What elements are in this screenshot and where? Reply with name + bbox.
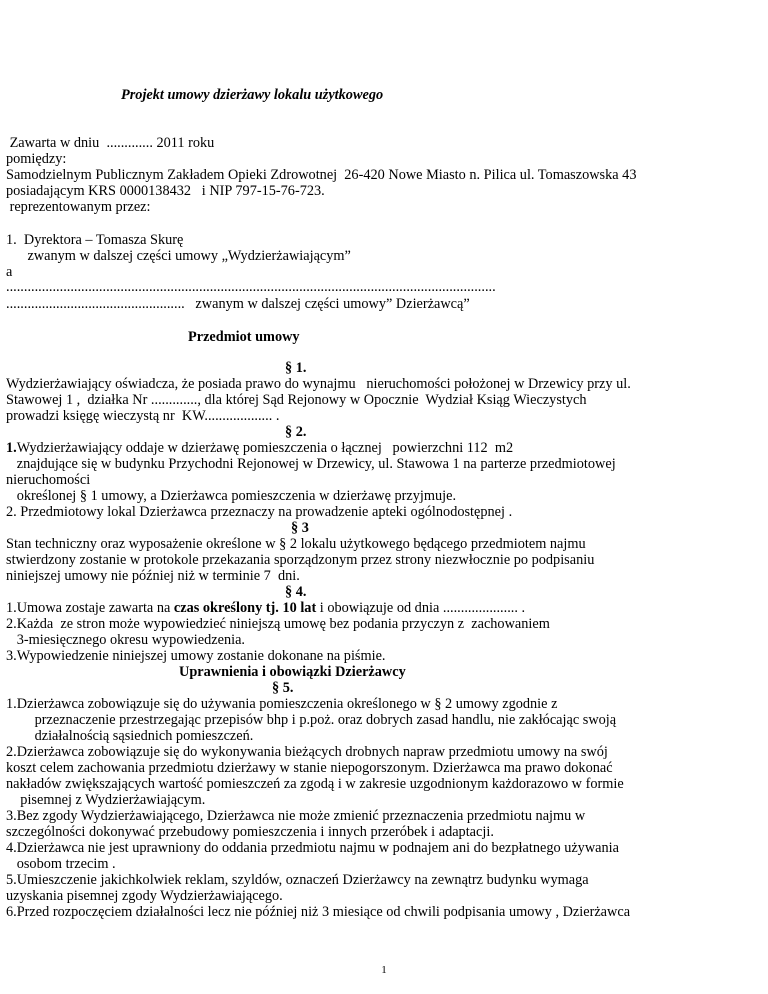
paragraph-5-line: koszt celem zachowania przedmiotu dzierżawy w stanie niepogorszonym. Dzierżawca ma prawo dokonać [6, 760, 613, 776]
paragraph-3-line: stwierdzony zostanie w protokole przekazania sporządzonym przez strony niezwłocznie po podpisaniu [6, 552, 595, 568]
paragraph-5-line: pisemnej z Wydzierżawiającym. [6, 792, 206, 808]
paragraph-2-line: znajdujące się w budynku Przychodni Rejonowej w Drzewicy, ul. Stawowa 1 na parterze przedmiotowej [6, 456, 616, 472]
paragraph-5-line: 3.Bez zgody Wydzierżawiającego, Dzierżawca nie może zmienić przeznaczenia przedmiotu najmu w [6, 808, 586, 824]
paragraph-3-heading: § 3 [291, 520, 309, 536]
section-heading-rights: Uprawnienia i obowiązki Dzierżawcy [179, 664, 406, 680]
paragraph-2-item-number: 1. [6, 440, 17, 456]
paragraph-1-line: prowadzi księgę wieczystą nr KW................... . [6, 408, 280, 424]
paragraph-5-line: przeznaczenie przestrzegając przepisów bhp i p.poż. oraz dobrych zasad handlu, nie zakłócając swoją [6, 712, 617, 728]
section-heading-subject: Przedmiot umowy [188, 329, 300, 345]
paragraph-5-line: 2.Dzierżawca zobowiązuje się do wykonywania bieżących drobnych napraw przedmiotu umowy na swój [6, 744, 608, 760]
paragraph-5-line: uzyskania pisemnej zgody Wydzierżawiającego. [6, 888, 283, 904]
paragraph-4-line [6, 600, 525, 616]
paragraph-3-line: Stan techniczny oraz wyposażenie określone w § 2 lokalu użytkowego będącego przedmiotem najmu [6, 536, 586, 552]
paragraph-1-heading: § 1. [285, 360, 307, 376]
party-line: ......................................................................................................................................... [6, 279, 496, 295]
paragraph-2-line [6, 440, 513, 456]
party-line: .................................................. zwanym w dalszej części umowy” Dzierżawcą” [6, 296, 470, 312]
paragraph-2-line: 2. Przedmiotowy lokal Dzierżawca przeznaczy na prowadzenie apteki ogólnodostępnej . [6, 504, 513, 520]
paragraph-2-item-text: Wydzierżawiający oddaje w dzierżawę pomieszczenia o łącznej powierzchni 112 m2 [16, 440, 514, 456]
party-line: zwanym w dalszej części umowy „Wydzierżawiającym” [6, 248, 351, 264]
paragraph-4-text: 1.Umowa zostaje zawarta na [6, 600, 174, 616]
paragraph-5-line: działalnością sąsiednich pomieszczeń. [6, 728, 254, 744]
paragraph-5-line: 4.Dzierżawca nie jest uprawniony do oddania przedmiotu najmu w podnajem ani do bezpłatnego używania [6, 840, 619, 856]
document-title: Projekt umowy dzierżawy lokalu użytkowego [121, 87, 384, 103]
intro-line: reprezentowanym przez: [6, 199, 151, 215]
paragraph-1-line: Stawowej 1 , działka Nr ............., dla której Sąd Rejonowy w Opocznie Wydział Ksiąg Wieczystych [6, 392, 587, 408]
paragraph-4-term: czas określony tj. 10 lat [173, 600, 317, 616]
paragraph-5-line: 6.Przed rozpoczęciem działalności lecz nie później niż 3 miesiące od chwili podpisania umowy , Dzierżawca [6, 904, 631, 920]
paragraph-4-text: i obowiązuje od dnia ..................... . [316, 600, 526, 616]
paragraph-5-line: nakładów zwiększających wartość pomieszczeń za zgodą i w zakresie uzgodnionym każdorazowo w formie [6, 776, 624, 792]
paragraph-5-line: osobom trzecim . [6, 856, 116, 872]
intro-line: posiadającym KRS 0000138432 i NIP 797-15-76-723. [6, 183, 325, 199]
paragraph-4-line: 3-miesięcznego okresu wypowiedzenia. [6, 632, 245, 648]
page-number: 1 [381, 964, 387, 976]
paragraph-5-line: 5.Umieszczenie jakichkolwiek reklam, szyldów, oznaczeń Dzierżawcy na zewnątrz budynku wymaga [6, 872, 589, 888]
paragraph-1-line: Wydzierżawiający oświadcza, że posiada prawo do wynajmu nieruchomości położonej w Drzewicy przy ul. [6, 376, 631, 392]
paragraph-4-heading: § 4. [285, 584, 307, 600]
intro-line: pomiędzy: [6, 151, 67, 167]
paragraph-5-line: 1.Dzierżawca zobowiązuje się do używania pomieszczenia określonego w § 2 umowy zgodnie z [6, 696, 558, 712]
paragraph-5-heading: § 5. [272, 680, 294, 696]
paragraph-2-line: nieruchomości [6, 472, 91, 488]
paragraph-4-line: 2.Każda ze stron może wypowiedzieć niniejszą umowę bez podania przyczyn z zachowaniem [6, 616, 550, 632]
party-line: a [6, 264, 13, 280]
party-line: 1. Dyrektora – Tomasza Skurę [6, 232, 184, 248]
paragraph-4-line: 3.Wypowiedzenie niniejszej umowy zostanie dokonane na piśmie. [6, 648, 386, 664]
intro-line: Zawarta w dniu ............. 2011 roku [6, 135, 215, 151]
paragraph-2-heading: § 2. [285, 424, 307, 440]
paragraph-3-line: niniejszej umowy nie później niż w terminie 7 dni. [6, 568, 300, 584]
paragraph-2-line: określonej § 1 umowy, a Dzierżawca pomieszczenia w dzierżawę przyjmuje. [6, 488, 457, 504]
paragraph-5-line: szczególności dokonywać przebudowy pomieszczenia i innych przeróbek i adaptacji. [6, 824, 494, 840]
intro-line: Samodzielnym Publicznym Zakładem Opieki Zdrowotnej 26-420 Nowe Miasto n. Pilica ul. Tomaszowska 43 [6, 167, 637, 183]
